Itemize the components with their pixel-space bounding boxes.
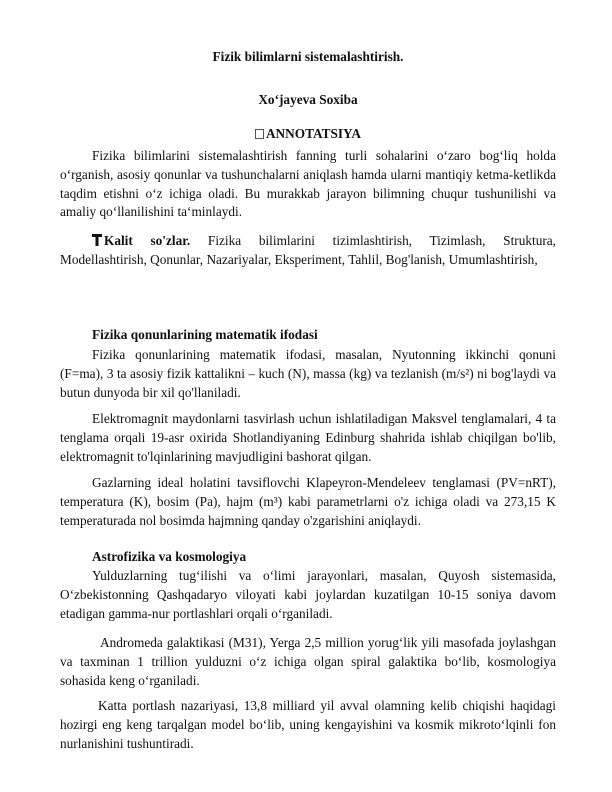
- paragraph-clapeyron: Gazlarning ideal holatini tavsiflovchi Klapeyron-Mendeleev tenglamasi (PV=nRT), temperatura (K), bosim (Pa), hajm (m³) kabi parametrlarni o'z ichiga oladi va 273,15 K temperaturada nol bosimda hajmning qanday o'zgarishini aniqlaydi.: [60, 475, 556, 528]
- annotation-text: Fizika bilimlarini sistemalashtirish fanning turli sohalarini o‘zaro bog‘liq holda o‘rganish, asosiy qonunlar va tushunchalarni aniqlash hamda ularni mantiqiy ketma-ketlikda taqdim etishni o‘z ichiga oladi. Bu murakkab jarayon bilimning chuqur tushunilishi va amaliy qo‘llanilishini ta‘minlaydi.: [60, 148, 556, 220]
- annotation-heading-row: [60, 126, 556, 142]
- annotation-heading: ANNOTATSIYA: [265, 126, 362, 141]
- section-heading-math: Fizika qonunlarining matematik ifodasi: [92, 327, 318, 342]
- placeholder-glyph-icon: [255, 129, 264, 139]
- keywords-paragraph: [60, 232, 556, 270]
- pin-icon: [92, 234, 102, 246]
- keywords-list: Fizika bilimlarini tizimlashtirish, Tizimlash, Struktura, Modellashtirish, Qonunlar, Nazariyalar, Eksperiment, Tahlil, Bog'lanish, Umumlashtirish,: [60, 233, 556, 267]
- paragraph-big-bang: Katta portlash nazariyasi, 13,8 milliard yil avval olamning kelib chiqishi haqidagi hozirgi eng keng tarqalgan model bo‘lib, uning kengayishini va kosmik mikroto‘lqinli fon nurlanishini tushuntiradi.: [60, 698, 556, 751]
- section-heading-astro: Astrofizika va kosmologiya: [92, 549, 247, 564]
- paragraph-andromeda: Andromeda galaktikasi (M31), Yerga 2,5 million yorug‘lik yili masofada joylashgan va taxminan 1 trillion yulduzni o‘z ichiga olgan spiral galaktika bo‘lib, kosmologiya sohasida keng o‘rganiladi.: [60, 635, 556, 688]
- paragraph-newton: Fizika qonunlarining matematik ifodasi, masalan, Nyutonning ikkinchi qonuni (F=ma), 3 ta asosiy fizik kattalikni – kuch (N), massa (kg) va tezlanish (m/s²) ni bog'laydi va butun dunyoda bir xil qo'llaniladi.: [60, 347, 556, 400]
- paragraph-stars: Yulduzlarning tug‘ilishi va o‘limi jarayonlari, masalan, Quyosh sistemasida, O‘zbekistonning Qashqadaryo viloyati kabi joylardan kuzatilgan 10-15 soniya davom etadigan gamma-nur portlashlari orqali o‘rganiladi.: [60, 568, 556, 621]
- keywords-label: Kalit so'zlar.: [104, 233, 191, 248]
- author-name: Xo‘jayeva Soxiba: [258, 92, 358, 107]
- paragraph-maxwell: Elektromagnit maydonlarni tasvirlash uchun ishlatiladigan Maksvel tenglamalari, 4 ta tenglama orqali 19-asr oxirida Shotlandiyaning Edinburg shahrida ishlab chiqilgan bo'lib, elektromagnit to'lqinlarining mavjudligini bashorat qilgan.: [60, 411, 556, 464]
- document-title: Fizik bilimlarni sistemalashtirish.: [212, 49, 404, 64]
